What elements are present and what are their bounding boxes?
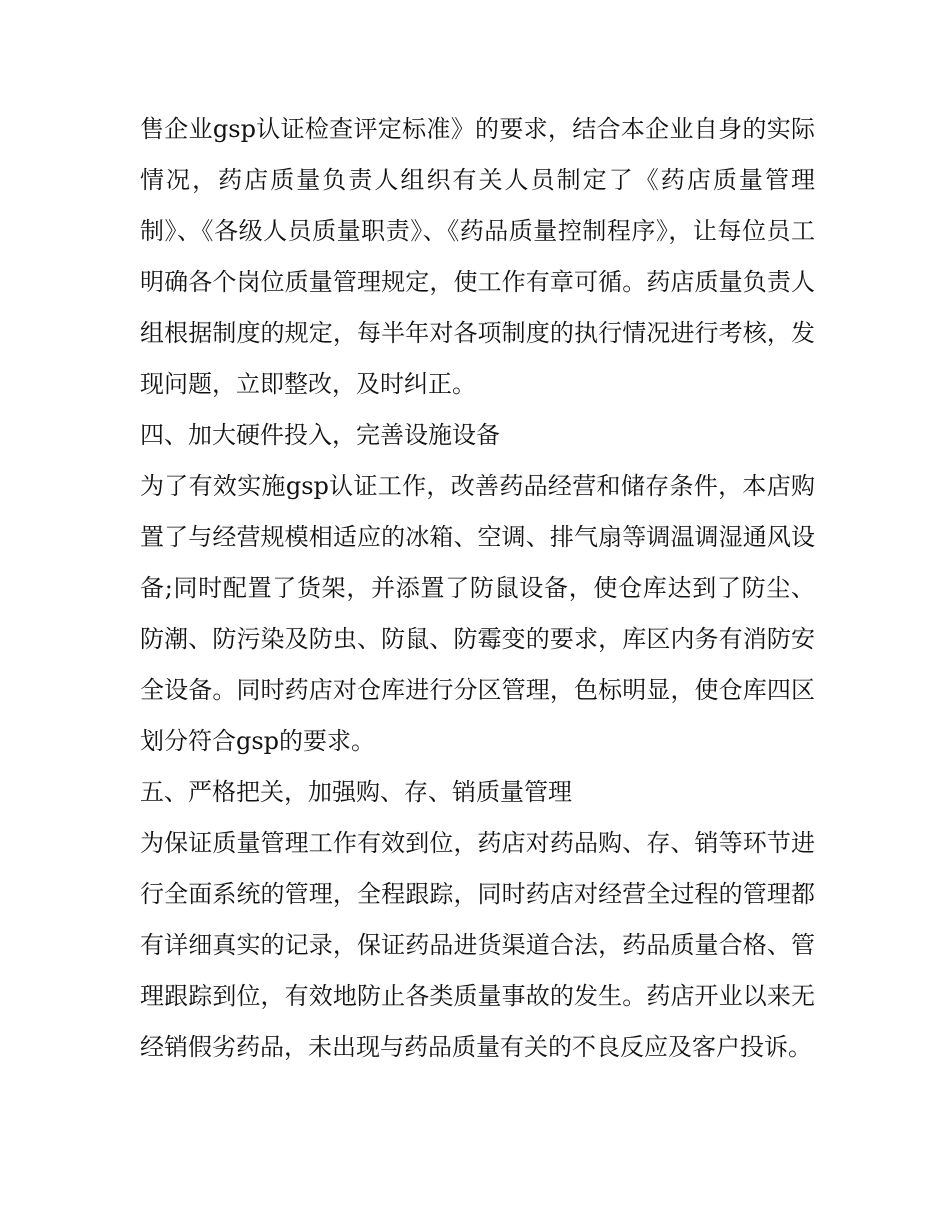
section-heading-quality-control: 五、严格把关，加强购、存、销质量管理 [140, 778, 572, 806]
paragraph-hardware: 为了有效实施gsp认证工作，改善药品经营和储存条件，本店购置了与经营规模相适应的冰箱、空调、排气扇等调温调湿通风设备;同时配置了货架，并添置了防鼠设备，使仓库达到了防尘、防潮、防污染及防虫、防鼠、防霉变的要求，库区内务有消防安全设备。同时药店对仓库进行分区管理，色标明显，使仓库四区划分符合gsp的要求。 [140, 472, 815, 755]
paragraph-quality-control: 为保证质量管理工作有效到位，药店对药品购、存、销等环节进行全面系统的管理，全程跟踪，同时药店对经营全过程的管理都有详细真实的记录，保证药品进货渠道合法，药品质量合格、管理跟踪到位，有效地防止各类质量事故的发生。药店开业以来无经销假劣药品，未出现与药品质量有关的不良反应及客户投诉。 [140, 829, 815, 1061]
paragraph-quality-system: 售企业gsp认证检查评定标准》的要求，结合本企业自身的实际情况，药店质量负责人组织有关人员制定了《药店质量管理制》、《各级人员质量职责》、《药品质量控制程序》，让每位员工明确各个岗位质量管理规定，使工作有章可循。药店质量负责人组根据制度的规定，每半年对各项制度的执行情况进行考核，发现问题，立即整改，及时纠正。 [140, 115, 815, 398]
section-heading-hardware: 四、加大硬件投入，完善设施设备 [140, 421, 500, 449]
document-body [140, 104, 815, 1073]
